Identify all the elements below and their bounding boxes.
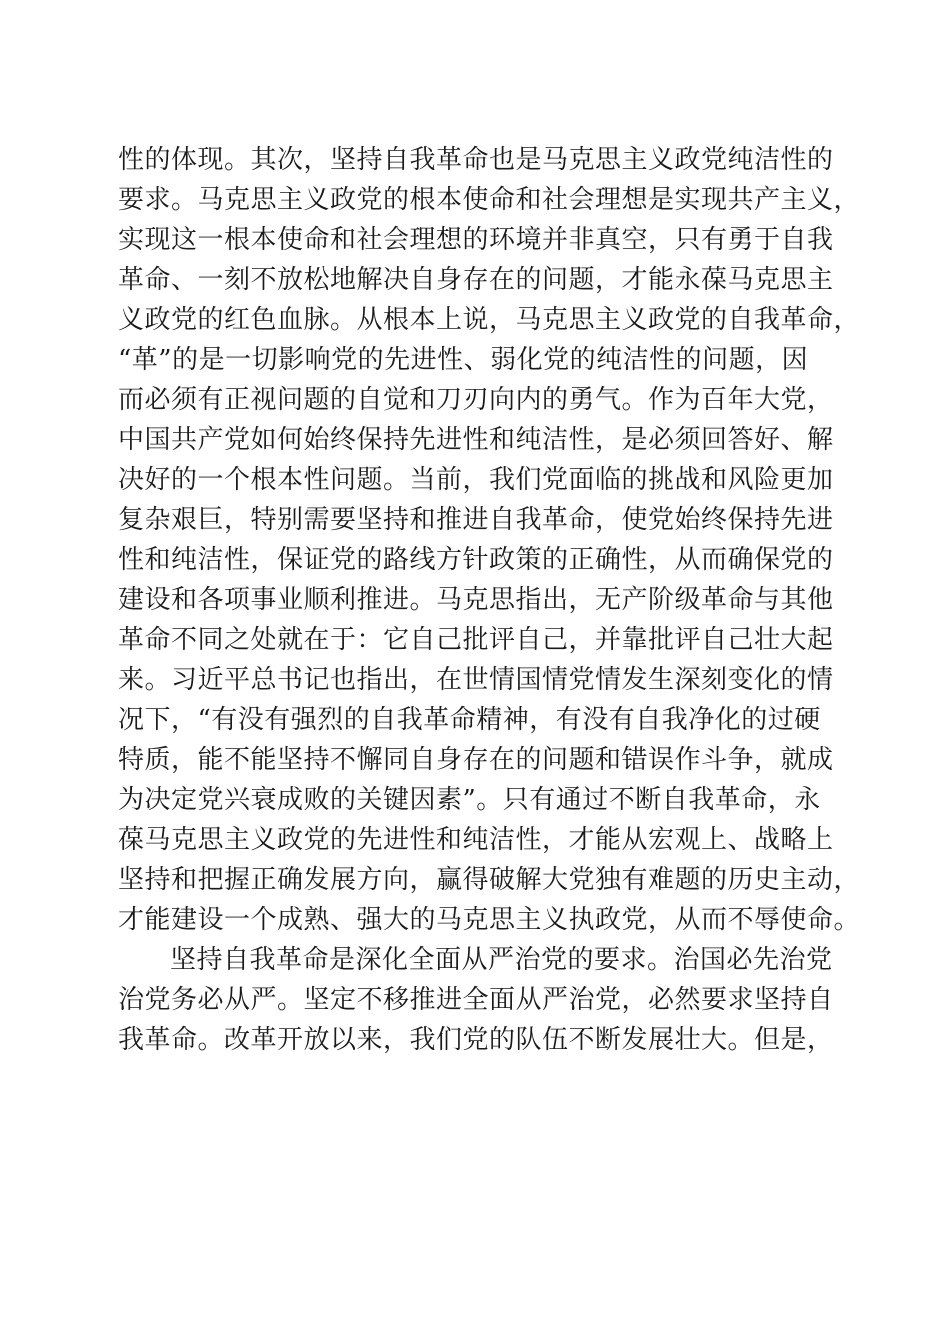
text-line: 义政党的红色血脉。从根本上说，马克思主义政党的自我革命，: [118, 305, 861, 335]
text-line: 实现这一根本使命和社会理想的环境并非真空，只有勇于自我: [118, 225, 834, 255]
text-line: 建设和各项事业顺利推进。马克思指出，无产阶级革命与其他: [118, 585, 834, 615]
text-line: 中国共产党如何始终保持先进性和纯洁性，是必须回答好、解: [118, 425, 834, 455]
paragraph-first-line: 坚持自我革命是深化全面从严治党的要求。治国必先治党: [170, 945, 833, 975]
text-line: 性的体现。其次，坚持自我革命也是马克思主义政党纯洁性的: [118, 145, 834, 175]
text-line: 才能建设一个成熟、强大的马克思主义执政党，从而不辱使命。: [118, 905, 861, 935]
text-line: 复杂艰巨，特别需要坚持和推进自我革命，使党始终保持先进: [118, 505, 834, 535]
text-line: 革命不同之处就在于：它自己批评自己，并靠批评自己壮大起: [118, 625, 834, 655]
text-line: 治党务必从严。坚定不移推进全面从严治党，必然要求坚持自: [118, 985, 834, 1015]
text-line: 革命、一刻不放松地解决自身存在的问题，才能永葆马克思主: [118, 265, 834, 295]
text-line: 我革命。改革开放以来，我们党的队伍不断发展壮大。但是，: [118, 1025, 834, 1055]
text-line: 坚持和把握正确发展方向，赢得破解大党独有难题的历史主动，: [118, 865, 861, 895]
text-line: 特质，能不能坚持不懈同自身存在的问题和错误作斗争，就成: [118, 745, 834, 775]
text-line: 要求。马克思主义政党的根本使命和社会理想是实现共产主义，: [118, 185, 861, 215]
text-line: 来。习近平总书记也指出，在世情国情党情发生深刻变化的情: [118, 665, 834, 695]
text-line: 为决定党兴衰成败的关键因素”。只有通过不断自我革命，永: [118, 785, 821, 815]
text-line: 而必须有正视问题的自觉和刀刃向内的勇气。作为百年大党，: [118, 385, 834, 415]
text-line: 决好的一个根本性问题。当前，我们党面临的挑战和风险更加: [118, 465, 834, 495]
body-text: [118, 140, 861, 1060]
text-line: “革”的是一切影响党的先进性、弱化党的纯洁性的问题，因: [118, 345, 809, 375]
text-line: 况下，“有没有强烈的自我革命精神，有没有自我净化的过硬: [118, 705, 821, 735]
text-line: 性和纯洁性，保证党的路线方针政策的正确性，从而确保党的: [118, 545, 834, 575]
text-line: 葆马克思主义政党的先进性和纯洁性，才能从宏观上、战略上: [118, 825, 834, 855]
